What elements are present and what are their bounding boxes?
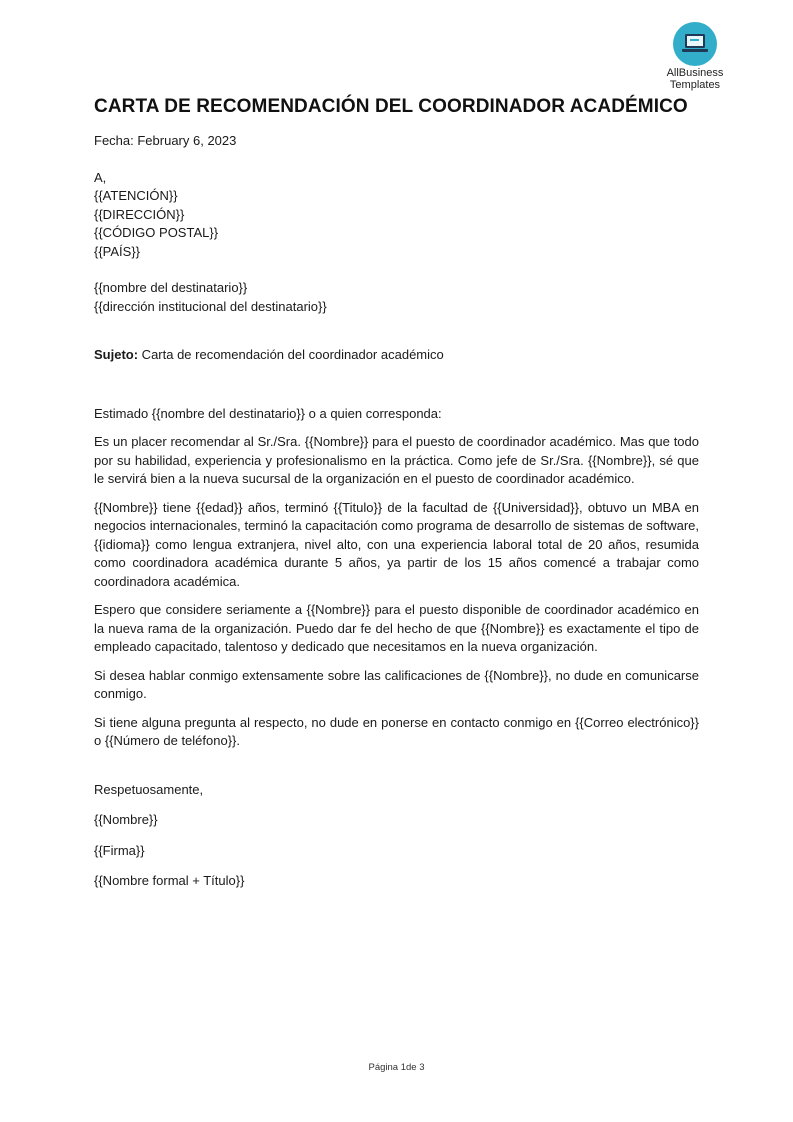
greeting: Estimado {{nombre del destinatario}} o a quien corresponda: [94, 405, 442, 421]
closing-formal-name: {{Nombre formal + Título}} [94, 873, 245, 888]
logo-text-line1: AllBusiness [666, 67, 724, 79]
closing-name: {{Nombre}} [94, 812, 158, 827]
document-title: CARTA DE RECOMENDACIÓN DEL COORDINADOR ACADÉMICO [94, 96, 688, 117]
brand-logo [655, 22, 735, 91]
logo-text [655, 67, 735, 91]
address-block [94, 169, 699, 262]
subject-text: Carta de recomendación del coordinador académico [138, 347, 444, 362]
address-country: {{PAÍS}} [94, 243, 141, 259]
letter-body [94, 132, 699, 891]
date-line: Fecha: February 6, 2023 [94, 133, 237, 148]
address-salutation: A, [94, 169, 107, 185]
closing-signature: {{Firma}} [94, 842, 145, 858]
recipient-name: {{nombre del destinatario}} [94, 280, 248, 295]
closing-valediction: Respetuosamente, [94, 781, 204, 797]
paragraph-1: Es un placer recomendar al Sr./Sra. {{Nombre}} para el puesto de coordinador académico. Mas que todo por su habilidad, experiencia y profesionalismo en la práctica. Como jefe de Sr./Sra. {{Nombre}}, sé que le servirá bien a la nueva sucursal de la organización en el puesto de coordinador académico. [94, 434, 699, 486]
paragraph-4: Si desea hablar conmigo extensamente sobre las calificaciones de {{Nombre}}, no dude en comunicarse conmigo. [94, 667, 699, 701]
paragraph-3: Espero que considere seriamente a {{Nombre}} para el puesto disponible de coordinador académico en la nueva rama de la organización. Puedo dar fe del hecho de que {{Nombre}} es exactamente el tipo de empleado capacitado, talentoso y dedicado que necesitamos en la nueva organización. [94, 602, 699, 654]
subject-label: Sujeto: [94, 347, 139, 362]
recipient-address: {{dirección institucional del destinatario}} [94, 298, 327, 314]
logo-text-line2: Templates [669, 79, 721, 91]
address-postal-code: {{CÓDIGO POSTAL}} [94, 225, 219, 240]
page-number: Página 1de 3 [368, 1062, 425, 1073]
address-street: {{DIRECCIÓN}} [94, 206, 185, 222]
laptop-icon [673, 22, 717, 66]
address-attention: {{ATENCIÓN}} [94, 188, 178, 203]
recipient-block [94, 279, 699, 316]
paragraph-5: Si tiene alguna pregunta al respecto, no dude en ponerse en contacto conmigo en {{Correo electrónico}} o {{Número de teléfono}}. [94, 714, 699, 748]
paragraph-2: {{Nombre}} tiene {{edad}} años, terminó {{Titulo}} de la facultad de {{Universidad}}, obtuvo un MBA en negocios internacionales, terminó la capacitación como programa de desarrollo de sistemas de software, {{idioma}} como lengua extranjera, nivel alto, con una experiencia laboral total de 20 años, resumida como coordinadora académica durante 5 años, ya partir de los 15 años comencé a trabajar como coordinadora académica. [94, 499, 699, 589]
subject-line [94, 346, 699, 365]
